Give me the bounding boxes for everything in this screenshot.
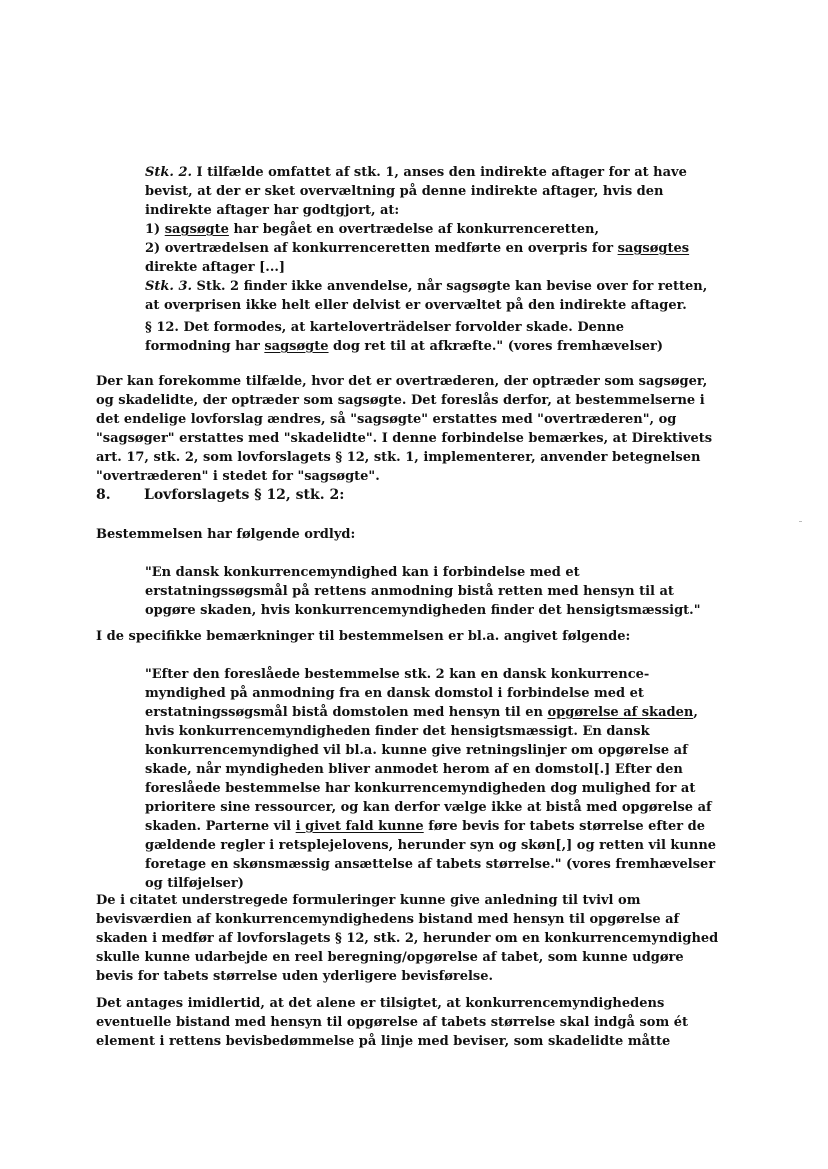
text-run: dog ret til at afkræfte." (vores fremhævelser) bbox=[328, 339, 663, 354]
text-line bbox=[145, 684, 644, 703]
text-run: og skadelidte, der optræder som sagsøgte. Det foreslås derfor, at bestemmelserne i bbox=[96, 393, 705, 408]
italic-run: Stk. 3. bbox=[145, 279, 193, 294]
text-line bbox=[96, 929, 719, 948]
text-line bbox=[145, 582, 674, 601]
text-line bbox=[145, 337, 663, 356]
text-run: "sagsøger" erstattes med "skadelidte". I denne forbindelse bemærkes, at Direktivets bbox=[96, 431, 713, 446]
text-line bbox=[96, 525, 606, 544]
quote-stk2-stk3 bbox=[145, 163, 708, 315]
text-run: bevist, at der er sket overvæltning på denne indirekte aftager, hvis den bbox=[145, 184, 664, 199]
text-line bbox=[96, 967, 606, 986]
text-line bbox=[96, 910, 680, 929]
text-line bbox=[145, 798, 712, 817]
text-line bbox=[145, 563, 603, 582]
underlined-run: opgørelse af skaden bbox=[547, 705, 694, 720]
text-line bbox=[145, 182, 664, 201]
text-run: Der kan forekomme tilfælde, hvor det er overtræderen, der optræder som sagsøger, bbox=[96, 374, 708, 389]
text-run: foreslåede bestemmelse har konkurrencemyndigheden dog mulighed for at bbox=[145, 781, 696, 796]
text-line bbox=[145, 817, 706, 836]
body-paragraph-intro bbox=[96, 627, 631, 646]
text-line bbox=[145, 741, 688, 760]
text-line bbox=[96, 948, 684, 967]
text-run: art. 17, stk. 2, som lovforslagets § 12, stk. 1, implementerer, anvender betegnelsen bbox=[96, 450, 701, 465]
underlined-run: sagsøgte bbox=[264, 339, 329, 354]
text-run: bevis for tabets størrelse uden yderligere bevisførelse. bbox=[96, 969, 494, 984]
text-line bbox=[145, 722, 650, 741]
text-run: Bestemmelsen har følgende ordlyd: bbox=[96, 527, 356, 542]
text-run: skaden i medfør af lovforslagets § 12, stk. 2, herunder om en konkurrencemyndighed bbox=[96, 931, 719, 946]
text-line bbox=[96, 372, 708, 391]
text-run: opgøre skaden, hvis konkurrencemyndigheden finder det hensigtsmæssigt." bbox=[145, 603, 701, 618]
text-run: hvis konkurrencemyndigheden finder det hensigtsmæssigt. En dansk bbox=[145, 724, 650, 739]
text-run: at overprisen ikke helt eller delvist er overvæltet på den indirekte aftager. bbox=[145, 298, 687, 313]
text-run: erstatningssøgsmål bistå domstolen med hensyn til en bbox=[145, 705, 548, 720]
text-line bbox=[145, 665, 650, 684]
text-line bbox=[96, 448, 701, 467]
text-line bbox=[96, 1032, 671, 1051]
text-line bbox=[145, 760, 683, 779]
text-run: føre bevis for tabets størrelse efter de bbox=[423, 819, 706, 834]
underlined-run: sagsøgte bbox=[164, 222, 229, 237]
text-run: "En dansk konkurrencemyndighed kan i forbindelse med et bbox=[145, 565, 580, 580]
text-run: I de specifikke bemærkninger til bestemmelsen er bl.a. angivet følgende: bbox=[96, 629, 631, 644]
text-line bbox=[96, 994, 665, 1013]
underlined-run: sagsøgtes bbox=[617, 241, 690, 256]
quote-paragraph-1 bbox=[145, 563, 701, 620]
text-run: § 12. Det formodes, at karteloverträdelser forvolder skade. Denne bbox=[145, 320, 625, 335]
body-paragraph-3 bbox=[96, 994, 689, 1051]
body-paragraph-1 bbox=[96, 372, 713, 486]
text-run: erstatningssøgsmål på rettens anmodning bistå retten med hensyn til at bbox=[145, 584, 674, 599]
text-line bbox=[145, 601, 701, 620]
text-line bbox=[145, 703, 698, 722]
italic-run: Stk. 2. bbox=[145, 165, 193, 180]
text-line bbox=[145, 855, 716, 874]
text-line bbox=[145, 258, 603, 277]
text-run: eventuelle bistand med hensyn til opgørelse af tabets størrelse skal indgå som ét bbox=[96, 1015, 689, 1030]
quote-paragraph-12 bbox=[145, 318, 663, 356]
text-run: har begået en overtrædelse af konkurrenceretten, bbox=[228, 222, 600, 237]
text-run: foretage en skønsmæssig ansættelse af tabets størrelse." (vores fremhævelser bbox=[145, 857, 716, 872]
text-run: "overtræderen" i stedet for "sagsøgte". bbox=[96, 469, 380, 484]
section-number: 8. bbox=[96, 487, 111, 503]
quote-paragraph-2 bbox=[145, 665, 717, 893]
section-heading bbox=[96, 486, 344, 505]
section-title: Lovforslagets § 12, stk. 2: bbox=[144, 487, 345, 503]
text-run: skaden. Parterne vil bbox=[145, 819, 296, 834]
text-line bbox=[96, 891, 641, 910]
text-run: 1) bbox=[145, 222, 165, 237]
text-run: bevisværdien af konkurrencemyndighedens bistand med hensyn til opgørelse af bbox=[96, 912, 680, 927]
text-run: 2) overtrædelsen af konkurrenceretten medførte en overpris for bbox=[145, 241, 618, 256]
text-line bbox=[145, 836, 717, 855]
text-run: prioritere sine ressourcer, og kan derfor vælge ikke at bistå med opgørelse af bbox=[145, 800, 712, 815]
margin-mark bbox=[799, 521, 802, 522]
text-line bbox=[145, 220, 603, 239]
text-run: "Efter den foreslåede bestemmelse stk. 2 kan en dansk konkurrence- bbox=[145, 667, 650, 682]
text-run: gældende regler i retsplejelovens, herunder syn og skøn[,] og retten vil kunne bbox=[145, 838, 717, 853]
text-line bbox=[145, 296, 687, 315]
text-run: og tilføjelser) bbox=[145, 876, 244, 891]
text-line bbox=[96, 467, 606, 486]
text-run: I tilfælde omfattet af stk. 1, anses den indirekte aftager for at have bbox=[192, 165, 687, 180]
text-run: Stk. 2 finder ikke anvendelse, når sagsøgte kan bevise over for retten, bbox=[192, 279, 708, 294]
text-run: element i rettens bevisbedømmelse på linje med beviser, som skadelidte måtte bbox=[96, 1034, 671, 1049]
text-run: Det antages imidlertid, at det alene er tilsigtet, at konkurrencemyndighedens bbox=[96, 996, 665, 1011]
text-run: indirekte aftager har godtgjort, at: bbox=[145, 203, 400, 218]
text-line bbox=[96, 627, 631, 646]
text-line bbox=[145, 239, 690, 258]
text-line bbox=[96, 410, 677, 429]
text-line bbox=[145, 779, 696, 798]
body-paragraph-ordlyd bbox=[96, 525, 606, 544]
text-run: formodning har bbox=[145, 339, 265, 354]
body-paragraph-2 bbox=[96, 891, 719, 986]
text-run: myndighed på anmodning fra en dansk domstol i forbindelse med et bbox=[145, 686, 644, 701]
text-line bbox=[96, 429, 713, 448]
text-run: skulle kunne udarbejde en reel beregning/opgørelse af tabet, som kunne udgøre bbox=[96, 950, 684, 965]
text-run: det endelige lovforslag ændres, så "sagsøgte" erstattes med "overtræderen", og bbox=[96, 412, 677, 427]
text-line bbox=[96, 1013, 689, 1032]
text-line bbox=[145, 163, 687, 182]
text-line bbox=[96, 391, 705, 410]
text-line bbox=[145, 201, 603, 220]
text-run: , bbox=[693, 705, 698, 720]
text-line bbox=[145, 277, 708, 296]
text-run: direkte aftager [...] bbox=[145, 260, 286, 275]
underlined-run: i givet fald kunne bbox=[295, 819, 424, 834]
text-line bbox=[145, 318, 625, 337]
text-run: konkurrencemyndighed vil bl.a. kunne give retningslinjer om opgørelse af bbox=[145, 743, 688, 758]
text-run: De i citatet understregede formuleringer kunne give anledning til tvivl om bbox=[96, 893, 641, 908]
text-run: skade, når myndigheden bliver anmodet herom af en domstol[.] Efter den bbox=[145, 762, 683, 777]
